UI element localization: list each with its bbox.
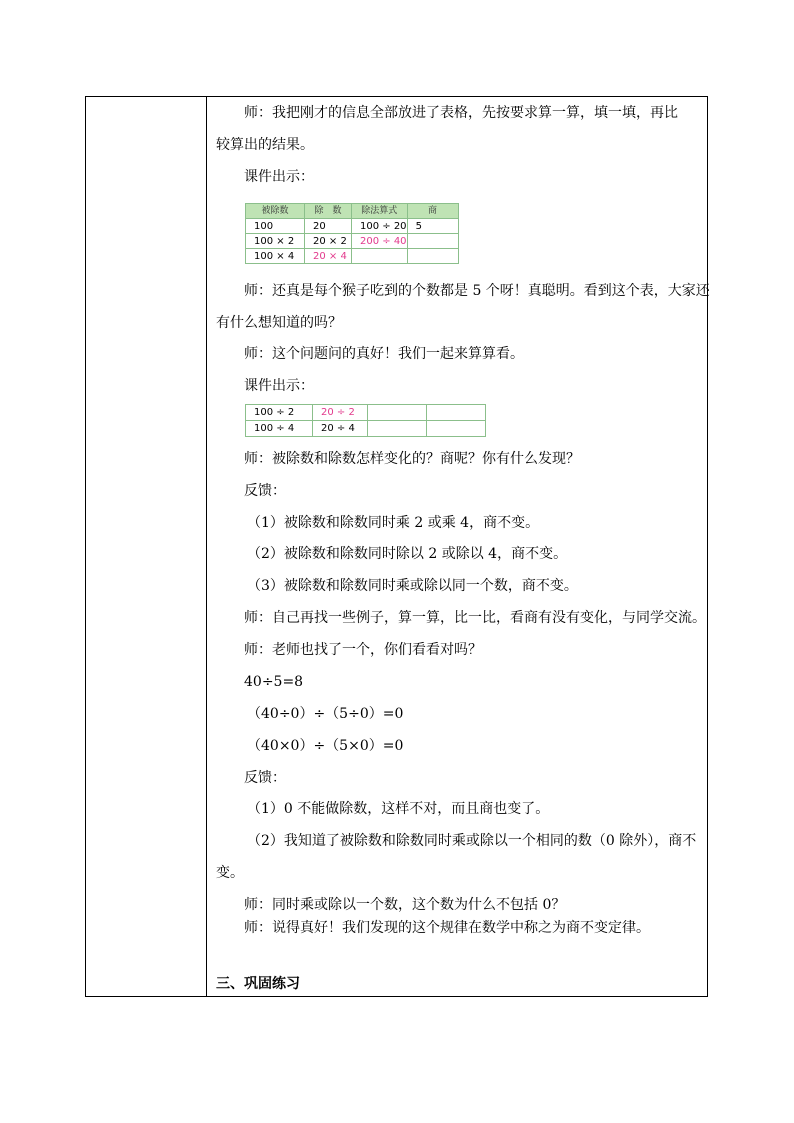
paragraph-line: 师：这个问题问的真好！我们一起来算算看。 xyxy=(244,346,524,362)
table-cell: 20 ÷ 2 xyxy=(313,405,368,421)
table-cell xyxy=(407,249,458,264)
paragraph-line: 变。 xyxy=(216,865,244,881)
table-cell: 20 × 2 xyxy=(305,234,352,249)
table-cell xyxy=(427,421,486,437)
table-cell xyxy=(368,405,427,421)
equation-line: （40×0）÷（5×0）=0 xyxy=(247,738,404,754)
paragraph-line: 师：老师也找了一个，你们看看对吗？ xyxy=(244,642,482,658)
table-row xyxy=(246,421,486,437)
table-cell: 5 xyxy=(407,219,458,234)
table-cell: 100 ÷ 2 xyxy=(246,405,313,421)
equation-line: 40÷5=8 xyxy=(244,674,304,690)
table-row xyxy=(246,249,459,264)
paragraph-line: 课件出示： xyxy=(244,378,314,394)
table-header-row xyxy=(246,204,459,219)
table-header-cell: 被除数 xyxy=(246,204,305,219)
paragraph-line: （2）被除数和除数同时除以 2 或除以 4，商不变。 xyxy=(247,546,568,562)
paragraph-line: 课件出示： xyxy=(244,169,314,185)
equation-line: （40÷0）÷（5÷0）=0 xyxy=(247,706,404,722)
courseware-table-1 xyxy=(245,203,459,264)
paragraph-line: 师：还真是每个猴子吃到的个数都是 5 个呀！真聪明。看到这个表，大家还 xyxy=(244,283,710,299)
paragraph-line: 较算出的结果。 xyxy=(216,137,314,153)
paragraph-line: 反馈： xyxy=(244,770,286,786)
paragraph-line: （3）被除数和除数同时乘或除以同一个数，商不变。 xyxy=(247,578,578,594)
paragraph-line: （2）我知道了被除数和除数同时乘或除以一个相同的数（0 除外），商不 xyxy=(247,833,697,849)
paragraph-line: 有什么想知道的吗？ xyxy=(216,315,342,331)
table-cell: 100 ÷ 4 xyxy=(246,421,313,437)
paragraph-line: 反馈： xyxy=(244,483,286,499)
paragraph-line: 师：被除数和除数怎样变化的？商呢？你有什么发现？ xyxy=(244,451,580,467)
lesson-plan-table xyxy=(85,96,708,997)
paragraph-line: （1）被除数和除数同时乘 2 或乘 4，商不变。 xyxy=(247,515,540,531)
paragraph-line: 师：同时乘或除以一个数，这个数为什么不包括 0？ xyxy=(244,897,566,913)
courseware-table-2 xyxy=(245,404,486,437)
paragraph-line: 师：说得真好！我们发现的这个规律在数学中称之为商不变定律。 xyxy=(244,920,650,936)
paragraph-line: 师：我把刚才的信息全部放进了表格，先按要求算一算，填一填，再比 xyxy=(244,105,678,121)
table-cell: 20 × 4 xyxy=(305,249,352,264)
table-cell xyxy=(368,421,427,437)
table-header-cell: 除 数 xyxy=(305,204,352,219)
table-cell: 100 ÷ 20 xyxy=(352,219,408,234)
section-heading: 三、巩固练习 xyxy=(216,976,300,992)
table-cell: 100 × 2 xyxy=(246,234,305,249)
paragraph-line: （1）0 不能做除数，这样不对，而且商也变了。 xyxy=(247,801,550,817)
table-row xyxy=(246,234,459,249)
paragraph-line: 师：自己再找一些例子，算一算，比一比，看商有没有变化，与同学交流。 xyxy=(244,610,706,626)
table-cell: 100 xyxy=(246,219,305,234)
left-column-cell xyxy=(86,97,207,996)
table-cell: 20 xyxy=(305,219,352,234)
table-row xyxy=(246,219,459,234)
table-cell xyxy=(352,249,408,264)
table-cell: 100 × 4 xyxy=(246,249,305,264)
table-row xyxy=(246,405,486,421)
table-cell: 20 ÷ 4 xyxy=(313,421,368,437)
table-cell xyxy=(427,405,486,421)
table-header-cell: 除法算式 xyxy=(352,204,408,219)
content-cell xyxy=(207,97,710,996)
table-cell: 200 ÷ 40 xyxy=(352,234,408,249)
table-cell xyxy=(407,234,458,249)
table-header-cell: 商 xyxy=(407,204,458,219)
